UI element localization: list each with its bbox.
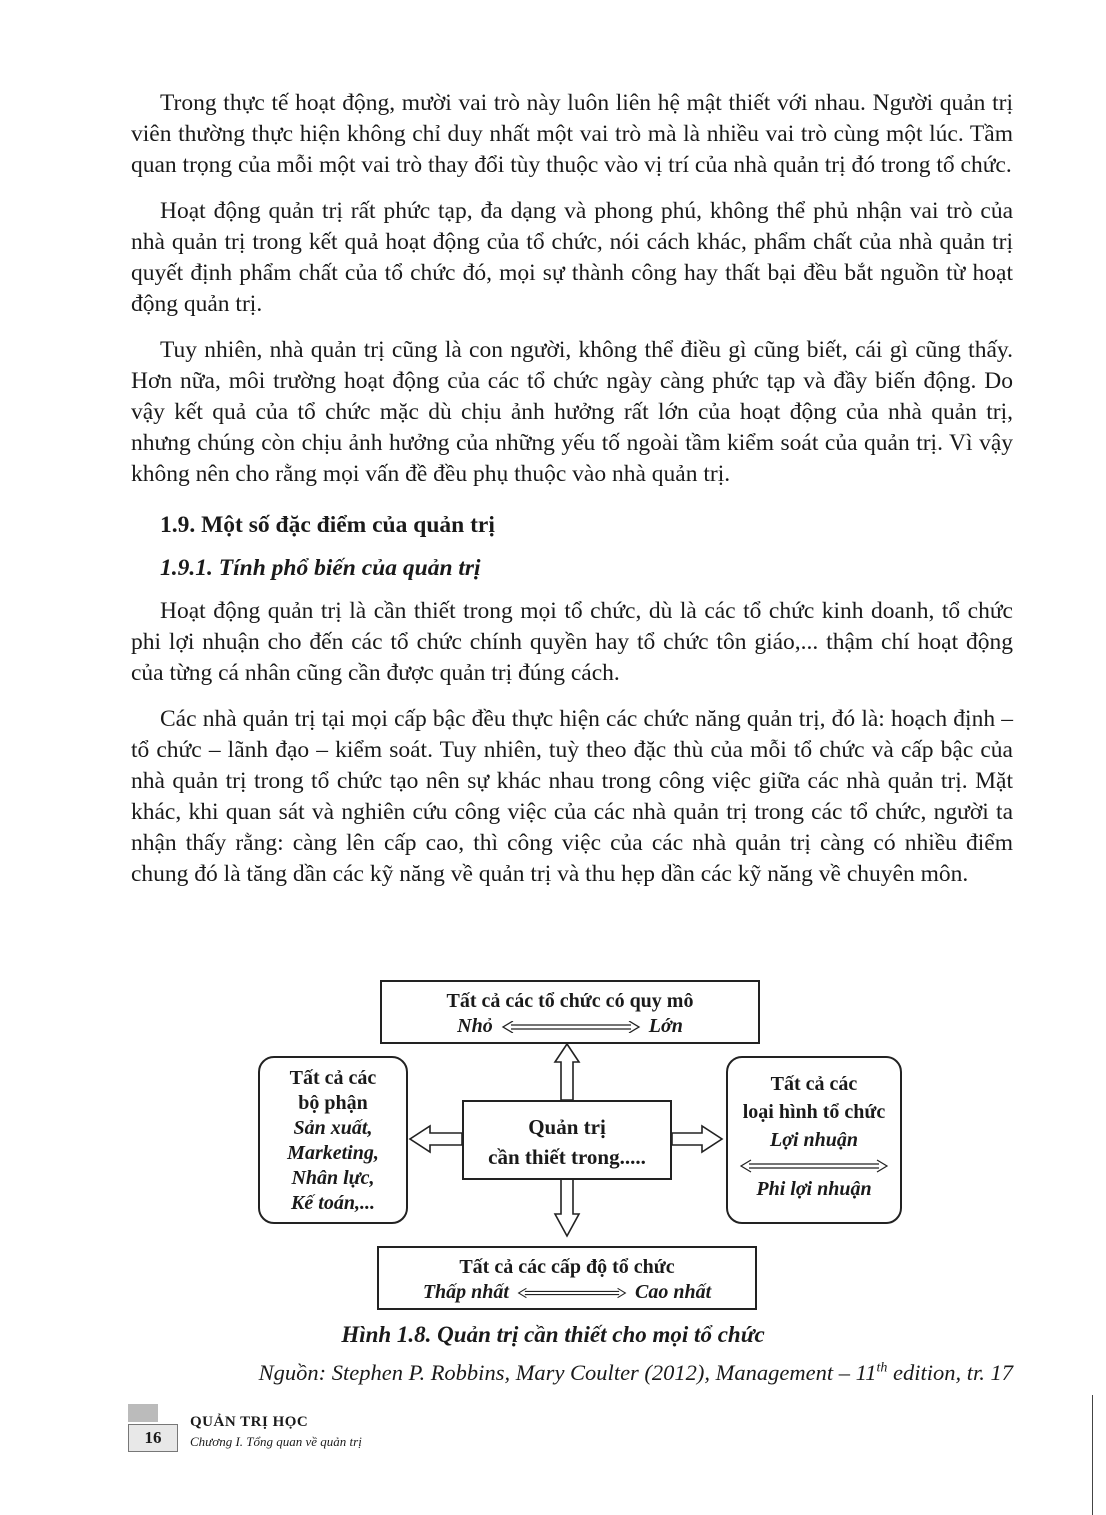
- top-box-right: Lớn: [648, 1015, 683, 1037]
- source-prefix: Nguồn: Stephen P. Robbins, Mary Coulter (2012), Management – 11: [258, 1360, 877, 1385]
- left-box-line2: bộ phận: [298, 1092, 368, 1114]
- top-box-left: Nhỏ: [457, 1015, 493, 1037]
- arrow-down: [555, 1178, 579, 1236]
- right-box-top-item: Lợi nhuận: [770, 1129, 858, 1151]
- source-suffix: edition, tr. 17: [887, 1360, 1013, 1385]
- center-box-line2: cần thiết trong.....: [488, 1145, 646, 1169]
- paragraph-1: Trong thực tế hoạt động, mười vai trò này luôn liên hệ mật thiết với nhau. Người quản trị viên thường thực hiện không chỉ duy nhất một vai trò mà là nhiều vai trò cùng một lúc. Tầm quan trọng của mỗi một vai trò thay đổi tùy thuộc vào vị trí của nhà quản trị đó trong tổ chức.: [131, 90, 1013, 178]
- center-box: [462, 1100, 672, 1180]
- bottom-box-right: Cao nhất: [635, 1281, 712, 1303]
- bottom-box: [377, 1246, 757, 1310]
- top-box-range: [382, 1014, 758, 1039]
- bottom-box-range: [379, 1280, 755, 1305]
- right-box-bottom-item: Phi lợi nhuận: [756, 1178, 872, 1200]
- paragraph-3: Tuy nhiên, nhà quản trị cũng là con người, không thể điều gì cũng biết, cái gì cũng thấy. Hơn nữa, môi trường hoạt động của các tổ chức ngày càng phức tạp và đầy biến động. Do vậy kết quả của tổ chức mặc dù chịu ảnh hưởng rất lớn của hoạt động của nhà quản trị, nhưng chúng còn chịu ảnh hưởng của những yếu tố ngoài tầm kiểm soát của quản trị. Vì vậy không nên cho rằng mọi vấn đề đều phụ thuộc vào nhà quản trị.: [131, 337, 1013, 487]
- left-box: [258, 1056, 408, 1224]
- figure-caption: Hình 1.8. Quản trị cần thiết cho mọi tổ chức: [341, 1322, 765, 1347]
- book-title: QUẢN TRỊ HỌC: [190, 1414, 309, 1430]
- left-box-item-2: Marketing,: [287, 1142, 379, 1164]
- source-sup: th: [876, 1360, 888, 1376]
- right-box-line2: loại hình tổ chức: [742, 1101, 886, 1123]
- paragraph-2: Hoạt động quản trị rất phức tạp, đa dạng và phong phú, không thể phủ nhận vai trò của nhà quản trị trong kết quả hoạt động của tổ chức, nói cách khác, phẩm chất của nhà quản trị quyết định phẩm chất của tổ chức đó, mọi sự thành công hay thất bại đều bắt nguồn từ hoạt động quản trị.: [131, 198, 1013, 317]
- top-box: [380, 980, 760, 1044]
- body-text: [131, 88, 1013, 905]
- chapter-title: Chương I. Tổng quan về quản trị: [190, 1434, 362, 1449]
- left-box-item-4: Kế toán,...: [291, 1192, 375, 1214]
- page-number: 16: [128, 1424, 178, 1452]
- left-box-item-3: Nhân lực,: [291, 1167, 375, 1189]
- scan-edge-line: [1092, 1395, 1093, 1515]
- right-box: [726, 1056, 902, 1224]
- paragraph-5: Các nhà quản trị tại mọi cấp bậc đều thực hiện các chức năng quản trị, đó là: hoạch định – tổ chức – lãnh đạo – kiểm soát. Tuy nhiên, tuỳ theo đặc thù của mỗi tổ chức và cấp bậc của nhà quản trị trong tổ chức tạo nên sự khác nhau trong công việc giữa các nhà quản trị. Mặt khác, khi quan sát và nghiên cứu công việc của các nhà quản trị trong các tổ chức, người ta nhận thấy rằng: càng lên cấp cao, thì công việc của các nhà quản trị càng có nhiều điểm chung đó là tăng dần các kỹ năng về quản trị và thu hẹp dần các kỹ năng về chuyên môn.: [131, 706, 1013, 887]
- double-arrow-icon: [739, 1159, 889, 1173]
- figure-diagram: [0, 978, 1106, 1338]
- figure-source: [131, 1360, 1013, 1386]
- subsection-heading: 1.9.1. Tính phổ biến của quản trị: [160, 555, 481, 581]
- section-heading: 1.9. Một số đặc điểm của quản trị: [160, 512, 495, 538]
- bottom-box-left: Thấp nhất: [422, 1281, 509, 1303]
- left-box-line1: Tất cả các: [289, 1067, 377, 1089]
- paragraph-4: Hoạt động quản trị là cần thiết trong mọi tổ chức, dù là các tổ chức kinh doanh, tổ chức phi lợi nhuận cho đến các tổ chức chính quyền hay tổ chức tôn giáo,... thậm chí hoạt động của từng cá nhân cũng cần được quản trị đúng cách.: [131, 598, 1013, 686]
- page-footer: [120, 1400, 520, 1460]
- arrow-up: [555, 1044, 579, 1100]
- double-arrow-icon: [501, 1021, 641, 1033]
- top-box-title: Tất cả các tổ chức có quy mô: [446, 990, 694, 1012]
- arrow-right: [672, 1126, 722, 1152]
- arrow-left: [410, 1126, 462, 1152]
- double-arrow-icon: [517, 1287, 627, 1299]
- page-tab-decoration: [128, 1404, 158, 1422]
- left-box-item-1: Sản xuất,: [293, 1117, 373, 1139]
- right-box-line1: Tất cả các: [770, 1073, 858, 1095]
- bottom-box-title: Tất cả các cấp độ tổ chức: [459, 1256, 675, 1278]
- center-box-line1: Quản trị: [528, 1115, 606, 1139]
